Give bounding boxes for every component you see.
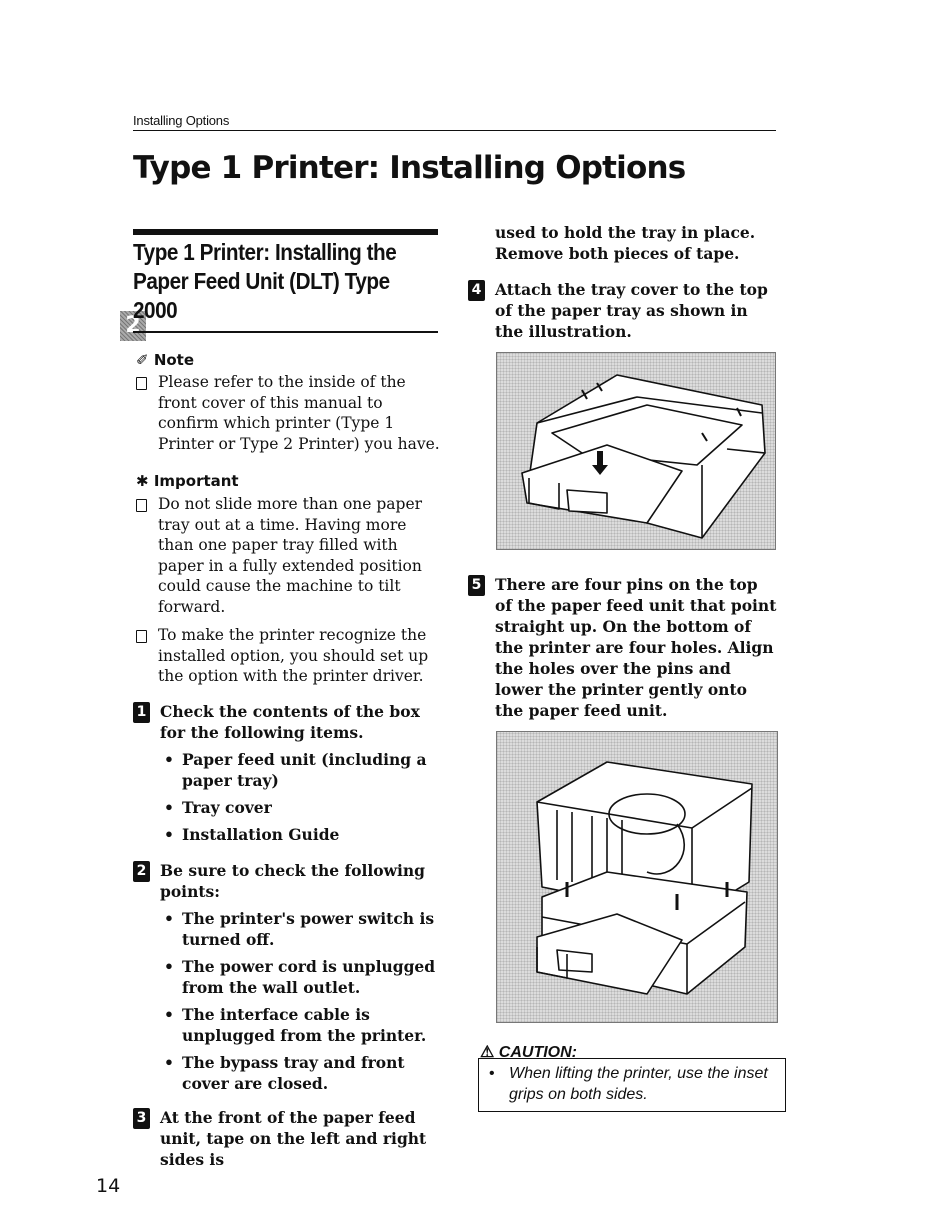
list-item: • Paper feed unit (including a paper tray)	[160, 749, 443, 791]
step-3-continued: used to hold the tray in place. Remove both pieces of tape.	[495, 223, 756, 263]
checkbox-bullet-icon	[136, 377, 147, 390]
list-item: • The bypass tray and front cover are closed.	[160, 1052, 443, 1094]
checkbox-bullet-icon	[136, 630, 147, 643]
list-item: • The interface cable is unplugged from the printer.	[160, 1004, 443, 1046]
warning-triangle-icon: ⚠	[480, 1044, 495, 1061]
important-item: To make the printer recognize the installed option, you should set up the option with the printer driver.	[136, 625, 441, 687]
caution-box	[478, 1058, 786, 1112]
step-number-badge: 1	[133, 702, 150, 723]
tray-cover-drawing	[497, 353, 775, 549]
step-1: 1 Check the contents of the box for the following items. • Paper feed unit (including a paper tray) • Tray cover • Installation Guide	[133, 701, 443, 851]
step-4: 4 Attach the tray cover to the top of the paper tray as shown in the illustration.	[468, 279, 778, 342]
printer-on-feed-unit-illustration	[496, 731, 778, 1023]
running-header: Installing Options	[133, 113, 230, 128]
step-5: 5 There are four pins on the top of the paper feed unit that point straight up. On the bottom of the printer are four holes. Align the holes over the pins and lower the printer gently onto the paper feed unit.	[468, 574, 778, 721]
section-rule-top	[133, 229, 438, 235]
pencil-icon: ✐	[136, 351, 149, 369]
step-number-badge: 5	[468, 575, 485, 596]
list-item: • The printer's power switch is turned off.	[160, 908, 443, 950]
step-1-checklist	[160, 749, 443, 845]
tray-cover-illustration	[496, 352, 776, 550]
important-icon: ✱	[136, 472, 149, 490]
step-2: 2 Be sure to check the following points: • The printer's power switch is turned off. • The power cord is unplugged from the wall outlet. • The interface cable is unplugged from the printer. • The bypass tray and front cover are closed.	[133, 860, 443, 1100]
step-2-checklist	[160, 908, 443, 1094]
step-number-badge: 3	[133, 1108, 150, 1129]
page-title: Type 1 Printer: Installing Options	[133, 150, 686, 186]
caution-item: • When lifting the printer, use the inset grips on both sides.	[487, 1063, 799, 1105]
list-item: • The power cord is unplugged from the wall outlet.	[160, 956, 443, 998]
section-heading: Type 1 Printer: Installing the Paper Feed Unit (DLT) Type 2000	[133, 239, 397, 323]
important-item: Do not slide more than one paper tray out at a time. Having more than one paper tray filled with paper in a fully extended position could cause the machine to tilt forward.	[136, 494, 441, 617]
page-number: 14	[96, 1175, 121, 1197]
printer-on-feed-unit-drawing	[497, 732, 777, 1022]
checkbox-bullet-icon	[136, 499, 147, 512]
step-number-badge: 2	[133, 861, 150, 882]
step-number-badge: 4	[468, 280, 485, 301]
section-rule-bottom	[133, 331, 438, 333]
caution-label: CAUTION:	[498, 1044, 578, 1061]
note-heading	[136, 351, 194, 369]
note-label: Note	[153, 351, 195, 369]
header-rule	[133, 130, 776, 131]
step-3: 3 At the front of the paper feed unit, tape on the left and right sides is	[133, 1107, 443, 1170]
important-heading	[136, 472, 239, 490]
important-label: Important	[153, 472, 239, 490]
chapter-tab: 2	[120, 311, 146, 341]
list-item: • Installation Guide	[160, 824, 443, 845]
note-item: Please refer to the inside of the front cover of this manual to confirm which printer (Type 1 Printer or Type 2 Printer) you have.	[136, 372, 441, 454]
list-item: • Tray cover	[160, 797, 443, 818]
